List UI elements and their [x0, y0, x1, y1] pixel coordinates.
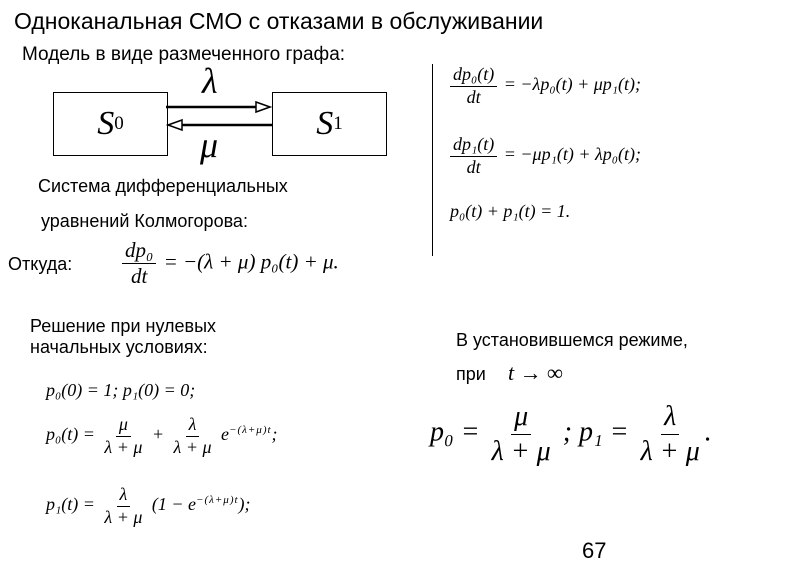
p0-frac2-numerator: λ	[186, 414, 200, 437]
state-s0-index: 0	[114, 113, 124, 134]
solution-label-1: Решение при нулевых	[30, 316, 217, 336]
p0-exp-base: e	[221, 424, 230, 445]
steady-formula	[430, 400, 712, 468]
p1-lhs: p₁(t) =	[46, 494, 95, 515]
p1-end: );	[238, 494, 251, 515]
p0-lhs: p₀(t) =	[46, 424, 95, 445]
kolmogorov-eq-1	[448, 64, 641, 108]
eq2-rhs: = −μp₁(t) + λp₀(t);	[503, 144, 642, 165]
kolmogorov-label-1: Система дифференциальных	[38, 176, 288, 196]
p1-exponent: −(λ+μ)t	[196, 494, 239, 507]
steady-end: .	[704, 416, 712, 448]
p1-frac-numerator: λ	[117, 484, 131, 507]
whence-label: Откуда:	[8, 254, 73, 274]
transition-arrows	[166, 98, 272, 134]
solution-label-2: начальных условиях:	[30, 337, 208, 357]
state-s0	[53, 92, 168, 156]
p0-frac2-denominator: λ + μ	[173, 436, 212, 457]
p0-plus: +	[151, 424, 165, 445]
whence-equation	[120, 238, 339, 289]
state-s1	[272, 92, 387, 156]
system-brace	[432, 64, 443, 256]
p0-exponent: −(λ+μ)t	[229, 424, 272, 437]
steady-separator: ; p₁ =	[562, 416, 629, 448]
kolmogorov-eq-3: p₀(t) + p₁(t) = 1.	[450, 201, 571, 221]
solution-p1	[46, 484, 251, 528]
page-number: 67	[582, 538, 607, 563]
steady-when-label: при	[456, 364, 486, 384]
steady-p1-denominator: λ + μ	[640, 435, 700, 467]
p0-frac1-numerator: μ	[116, 414, 131, 437]
slide-title: Одноканальная СМО с отказами в обслуживании	[14, 8, 544, 34]
whence-numerator: dp₀	[122, 238, 156, 264]
solution-p0	[46, 414, 278, 458]
state-s1-index: 1	[333, 113, 343, 134]
steady-when-expr: t → ∞	[508, 360, 563, 385]
steady-p0-numerator: μ	[511, 400, 531, 435]
graph-subtitle: Модель в виде размеченного графа:	[22, 44, 346, 65]
state-s0-letter: S	[97, 105, 115, 142]
p0-end: ;	[271, 424, 278, 445]
arrow-backward-head	[168, 120, 182, 130]
p1-mid: (1 − e	[151, 494, 197, 515]
eq1-denominator: dt	[466, 86, 481, 107]
steady-p1-numerator: λ	[661, 400, 679, 435]
rate-mu: μ	[200, 125, 219, 165]
eq1-rhs: = −λp₀(t) + μp₁(t);	[503, 74, 642, 95]
steady-p0-lhs: p₀ =	[430, 416, 480, 448]
p0-frac1-denominator: λ + μ	[104, 436, 143, 457]
eq2-denominator: dt	[466, 156, 481, 177]
p1-frac-denominator: λ + μ	[104, 506, 143, 527]
initial-conditions: p₀(0) = 1; p₁(0) = 0;	[46, 380, 196, 400]
whence-rhs: = −(λ + μ) p₀(t) + μ.	[163, 249, 339, 274]
rate-lambda: λ	[202, 61, 218, 101]
steady-label: В установившемся режиме,	[456, 330, 688, 350]
kolmogorov-eq-2	[448, 134, 641, 178]
state-s1-letter: S	[316, 105, 334, 142]
eq1-numerator: dp₀(t)	[450, 64, 497, 87]
eq2-numerator: dp₁(t)	[450, 134, 497, 157]
arrow-forward-head	[256, 102, 270, 112]
steady-p0-denominator: λ + μ	[491, 435, 551, 467]
kolmogorov-label-2: уравнений Колмогорова:	[41, 211, 248, 231]
whence-denominator: dt	[130, 264, 148, 289]
